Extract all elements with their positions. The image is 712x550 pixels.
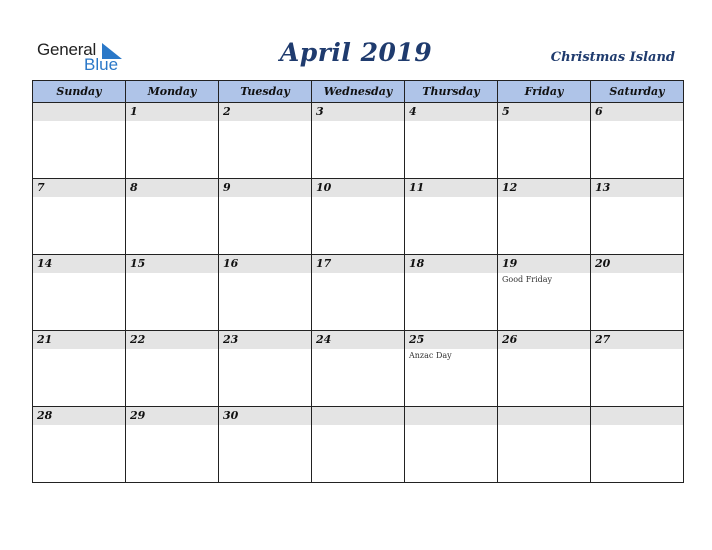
calendar-week-row <box>33 255 684 331</box>
day-number: 9 <box>223 181 231 194</box>
weekday-header: Wednesday <box>312 81 405 103</box>
weekday-header: Sunday <box>33 81 126 103</box>
day-number: 4 <box>409 105 417 118</box>
day-number: 28 <box>37 409 53 422</box>
day-number-bar <box>33 255 125 273</box>
weekday-header: Friday <box>498 81 591 103</box>
day-number-bar <box>219 331 311 349</box>
day-cell <box>405 179 498 255</box>
day-cell <box>33 103 126 179</box>
day-cell <box>591 179 684 255</box>
day-number: 27 <box>595 333 611 346</box>
day-number-bar <box>405 255 497 273</box>
day-number-bar <box>405 407 497 425</box>
day-cell <box>312 103 405 179</box>
day-cell <box>33 179 126 255</box>
day-number: 17 <box>316 257 332 270</box>
day-number-bar <box>33 331 125 349</box>
day-cell <box>591 331 684 407</box>
day-cell <box>498 331 591 407</box>
day-cell <box>126 331 219 407</box>
day-cell <box>591 103 684 179</box>
day-number: 6 <box>595 105 603 118</box>
day-number-bar <box>312 407 404 425</box>
day-cell <box>591 255 684 331</box>
weekday-header: Tuesday <box>219 81 312 103</box>
day-cell <box>405 103 498 179</box>
day-number-bar <box>219 179 311 197</box>
day-number-bar <box>498 179 590 197</box>
day-number-bar <box>498 255 590 273</box>
day-cell <box>219 103 312 179</box>
day-number-bar <box>312 179 404 197</box>
region-name: Christmas Island <box>550 50 675 65</box>
weekday-header: Monday <box>126 81 219 103</box>
day-cell <box>219 179 312 255</box>
day-number: 25 <box>409 333 425 346</box>
weekday-header: Thursday <box>405 81 498 103</box>
day-number-bar <box>33 103 125 121</box>
day-number-bar <box>126 255 218 273</box>
day-number: 1 <box>130 105 138 118</box>
day-number-bar <box>126 179 218 197</box>
day-number-bar <box>591 407 683 425</box>
day-number: 12 <box>502 181 518 194</box>
day-cell <box>33 407 126 483</box>
day-number-bar <box>219 255 311 273</box>
day-cell <box>405 255 498 331</box>
day-number: 7 <box>37 181 45 194</box>
day-number-bar <box>219 103 311 121</box>
day-number: 16 <box>223 257 239 270</box>
day-number: 8 <box>130 181 138 194</box>
day-number: 2 <box>223 105 231 118</box>
day-number: 10 <box>316 181 332 194</box>
day-cell <box>312 255 405 331</box>
day-number: 11 <box>409 181 425 194</box>
day-cell <box>498 255 591 331</box>
calendar-week-row <box>33 103 684 179</box>
day-number-bar <box>312 331 404 349</box>
day-number: 5 <box>502 105 510 118</box>
day-cell <box>219 331 312 407</box>
day-number-bar <box>591 255 683 273</box>
day-number: 20 <box>595 257 611 270</box>
day-number-bar <box>498 103 590 121</box>
day-number-bar <box>312 255 404 273</box>
day-number-bar <box>498 407 590 425</box>
day-number-bar <box>33 407 125 425</box>
day-cell <box>591 407 684 483</box>
day-number-bar <box>591 331 683 349</box>
day-number-bar <box>126 407 218 425</box>
day-number: 24 <box>316 333 332 346</box>
day-cell <box>312 331 405 407</box>
day-number-bar <box>498 331 590 349</box>
day-number: 26 <box>502 333 518 346</box>
weekday-header-row <box>33 81 684 103</box>
day-cell <box>126 407 219 483</box>
holiday-label: Good Friday <box>502 275 553 284</box>
day-cell <box>312 407 405 483</box>
day-number-bar <box>405 331 497 349</box>
day-number: 23 <box>223 333 239 346</box>
day-number: 21 <box>37 333 53 346</box>
calendar-grid <box>32 80 684 483</box>
day-cell <box>33 255 126 331</box>
day-number-bar <box>405 179 497 197</box>
day-cell <box>219 255 312 331</box>
logo-blue-text: Blue <box>84 55 119 74</box>
day-cell <box>498 179 591 255</box>
day-number-bar <box>33 179 125 197</box>
day-number: 19 <box>502 257 518 270</box>
day-cell <box>405 407 498 483</box>
calendar-week-row <box>33 179 684 255</box>
day-cell <box>126 255 219 331</box>
logo-general-text: General <box>37 40 97 59</box>
day-cell <box>498 103 591 179</box>
weekday-header: Saturday <box>591 81 684 103</box>
calendar-week-row <box>33 331 684 407</box>
day-cell <box>219 407 312 483</box>
day-number-bar <box>219 407 311 425</box>
day-cell <box>33 331 126 407</box>
day-number-bar <box>126 103 218 121</box>
day-number: 14 <box>37 257 53 270</box>
day-cell <box>405 331 498 407</box>
day-cell <box>126 179 219 255</box>
day-number-bar <box>591 103 683 121</box>
day-number: 29 <box>130 409 146 422</box>
day-number-bar <box>126 331 218 349</box>
day-number: 30 <box>223 409 239 422</box>
day-cell <box>498 407 591 483</box>
day-cell <box>126 103 219 179</box>
day-cell <box>312 179 405 255</box>
day-number-bar <box>591 179 683 197</box>
holiday-label: Anzac Day <box>409 351 452 360</box>
calendar-week-row <box>33 407 684 483</box>
calendar-title: April 2019 <box>279 38 433 67</box>
day-number: 13 <box>595 181 611 194</box>
day-number: 22 <box>130 333 146 346</box>
day-number: 15 <box>130 257 146 270</box>
day-number: 3 <box>316 105 324 118</box>
day-number: 18 <box>409 257 425 270</box>
day-number-bar <box>312 103 404 121</box>
day-number-bar <box>405 103 497 121</box>
